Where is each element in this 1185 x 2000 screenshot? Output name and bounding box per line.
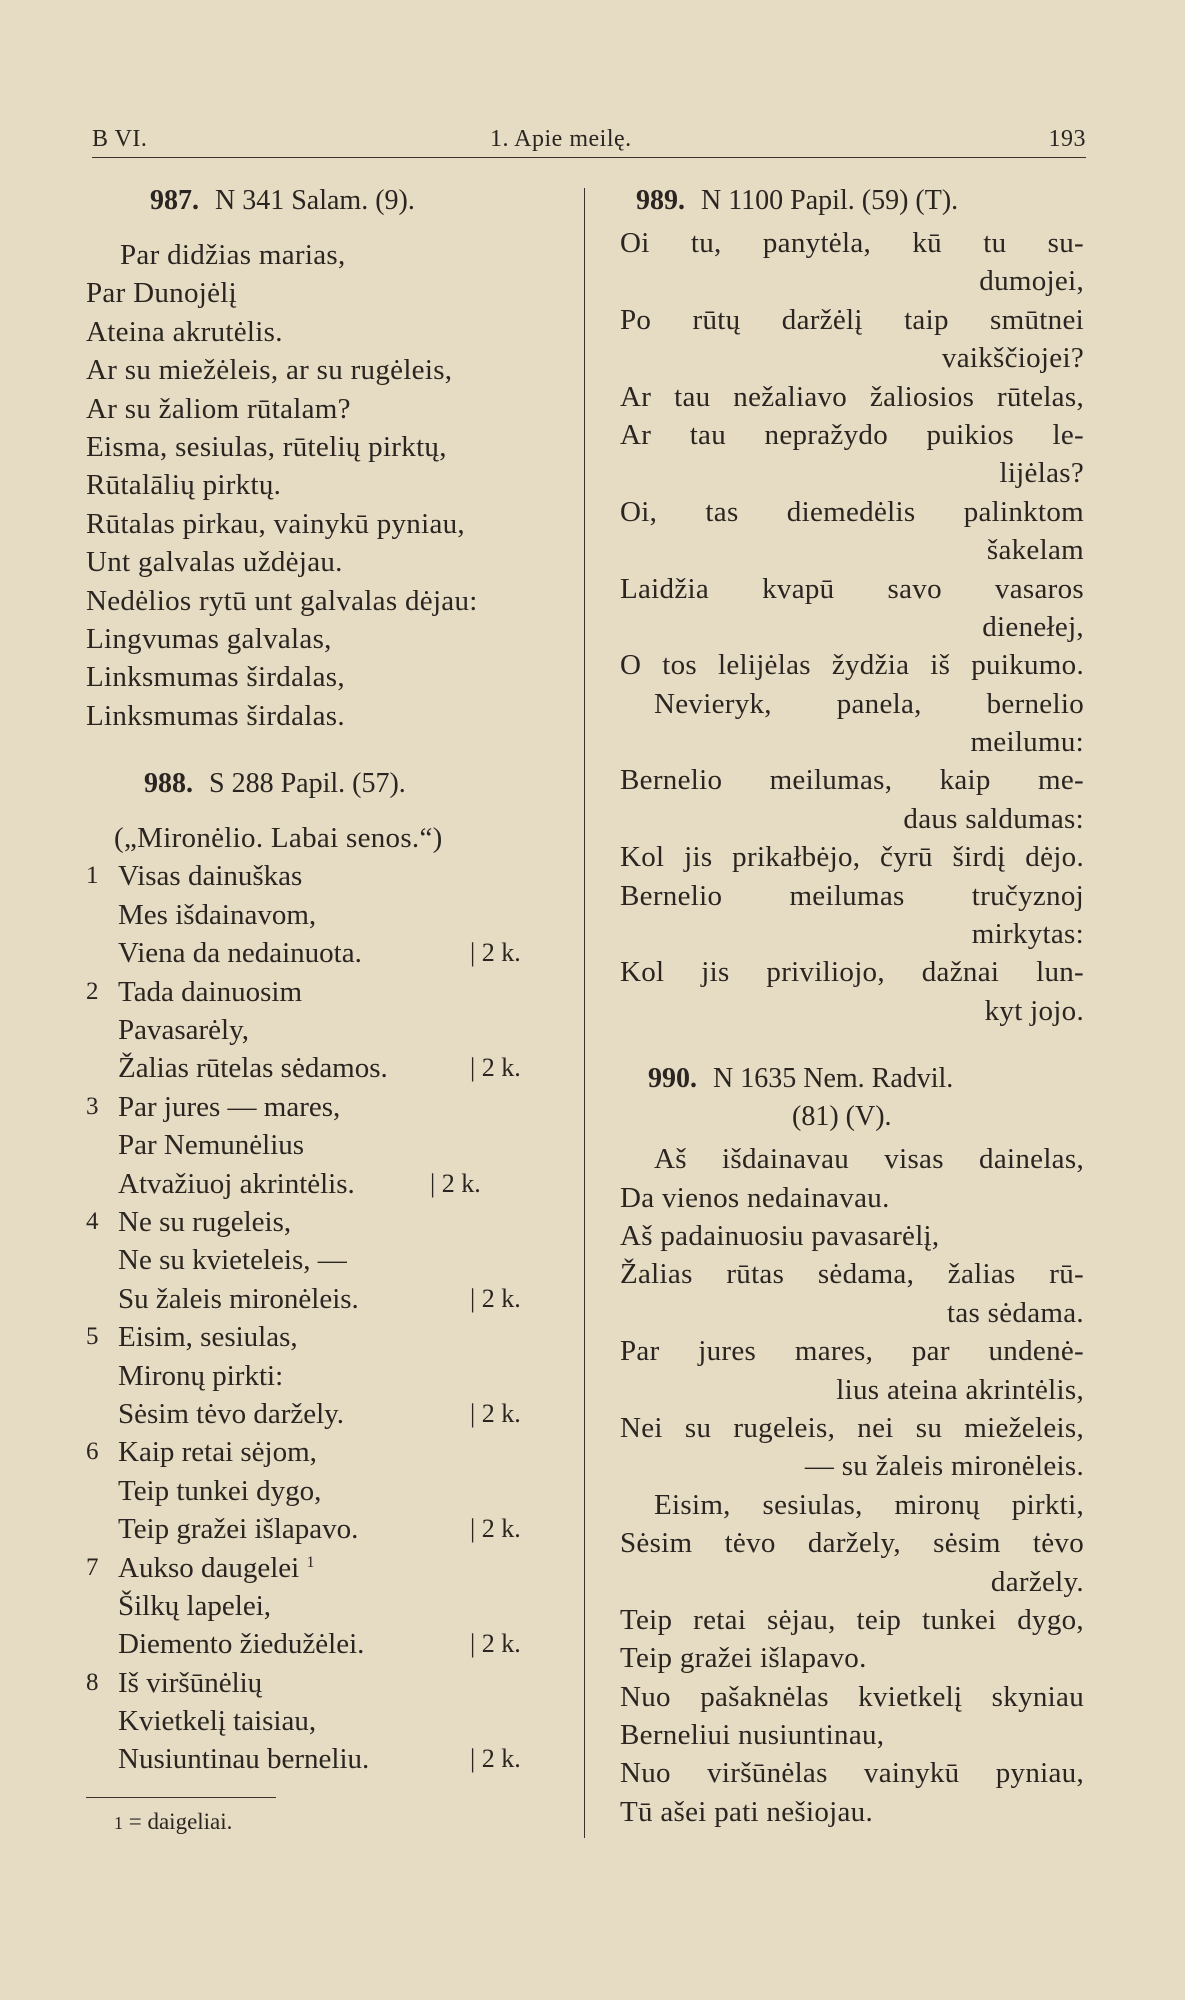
verse-line: Diemento žiedužėlei. | 2 k. bbox=[86, 1625, 548, 1663]
song-line: Aš išdainavau visas dainelas, bbox=[654, 1143, 1084, 1176]
song-line: Aš padainuosiu pavasarėlį, bbox=[620, 1219, 940, 1252]
song-line: Berneliui nusiuntinau, bbox=[620, 1719, 885, 1752]
verse-line: Pavasarėly, bbox=[118, 1014, 249, 1047]
song-line: Nevieryk, panela, bernelio bbox=[654, 687, 1084, 720]
song-line: tas sėdama. bbox=[947, 1296, 1084, 1329]
footnote-text: = daigeliai. bbox=[128, 1808, 233, 1834]
verse-number: 1 bbox=[86, 862, 99, 890]
song-heading-990 bbox=[620, 1060, 1084, 1098]
song-source: N 1100 Papil. (59) (T). bbox=[701, 185, 959, 216]
song-number: 990. bbox=[648, 1063, 697, 1095]
verse-line: 4 Ne su rugeleis, bbox=[86, 1203, 548, 1241]
song-line: Ar tau nepražydo puikios le- bbox=[620, 418, 1084, 451]
song-line: Bernelio meilumas, kaip me- bbox=[620, 764, 1084, 797]
verse-line: Šilkų lapelei, bbox=[118, 1589, 272, 1622]
song-line: Nei su rugeleis, nei su mieželeis, bbox=[620, 1411, 1084, 1444]
footnote-rule bbox=[86, 1797, 276, 1798]
song-heading-987 bbox=[86, 182, 548, 220]
verse-line: 2 Tada dainuosim bbox=[86, 973, 548, 1011]
song-heading-988 bbox=[86, 765, 548, 803]
song-line: Kol jis priviliojo, dažnai lun- bbox=[620, 956, 1084, 989]
verse-number: 2 bbox=[86, 977, 99, 1005]
verse-line: Ne su kvieteleis, — bbox=[118, 1244, 347, 1277]
verse-line: Teip tunkei dygo, bbox=[118, 1474, 322, 1507]
verse-number: 5 bbox=[86, 1323, 99, 1351]
song-line: Par Dunojėlį bbox=[86, 277, 237, 310]
column-divider bbox=[584, 188, 585, 1838]
song-line: lius ateina akrintėlis, bbox=[836, 1373, 1084, 1406]
song-line: Da vienos nedainavau. bbox=[620, 1181, 890, 1214]
song-line: Rūtalālių pirktų. bbox=[86, 469, 282, 502]
song-line: Ar tau nežaliavo žaliosios rūtelas, bbox=[620, 380, 1084, 413]
repeat-mark: | 2 k. bbox=[470, 1398, 521, 1428]
song-line: O tos lelijėlas žydžia iš puikumo. bbox=[620, 649, 1084, 682]
repeat-mark: | 2 k. bbox=[470, 1629, 521, 1659]
song-line: Ar su žaliom rūtalam? bbox=[86, 392, 351, 425]
song-number: 988. bbox=[144, 768, 193, 800]
verse-line: 5 Eisim, sesiulas, bbox=[86, 1318, 548, 1356]
repeat-mark: | 2 k. bbox=[470, 938, 521, 968]
song-line: daus saldumas: bbox=[903, 802, 1084, 835]
verse-number: 6 bbox=[86, 1438, 99, 1466]
song-line: Rūtalas pirkau, vainykū pyniau, bbox=[86, 507, 465, 540]
song-text-989 bbox=[620, 224, 1084, 1030]
verse-line: Su žaleis mironėleis. | 2 k. bbox=[86, 1280, 548, 1318]
song-line: dienełej, bbox=[982, 610, 1084, 643]
repeat-mark: | 2 k. bbox=[470, 1514, 521, 1544]
song-line: Par jures mares, par undenė- bbox=[620, 1335, 1084, 1368]
song-line: Oi, tas diemedėlis palinktom bbox=[620, 495, 1084, 528]
song-line: lijėlas? bbox=[999, 457, 1084, 490]
song-line: Linksmumas širdalas, bbox=[86, 661, 345, 694]
song-source: S 288 Papil. (57). bbox=[209, 768, 406, 800]
song-line: vaikščiojei? bbox=[941, 342, 1084, 375]
verse-line: 7 Aukso daugelei $^1$ bbox=[86, 1549, 548, 1587]
repeat-mark: | 2 k. bbox=[430, 1168, 481, 1198]
footnote-marker: 1 bbox=[306, 1553, 315, 1571]
verse-line: 6 Kaip retai sėjom, bbox=[86, 1433, 548, 1471]
section-label: B VI. bbox=[92, 126, 148, 152]
song-line: Nuo viršūnėlas vainykū pyniau, bbox=[620, 1757, 1084, 1790]
verse-line: Nusiuntinau berneliu. | 2 k. bbox=[86, 1740, 548, 1778]
verse-line: Mironų pirkti: bbox=[118, 1359, 284, 1392]
song-line: Po rūtų daržėlį taip smūtnei bbox=[620, 303, 1084, 336]
verse-line: 1 Visas dainuškas bbox=[86, 857, 548, 895]
song-source: N 1635 Nem. Radvil. bbox=[713, 1063, 954, 1095]
song-line: Laidžia kvapū savo vasaros bbox=[620, 572, 1084, 605]
song-text-990 bbox=[620, 1140, 1084, 1831]
verse-number: 8 bbox=[86, 1668, 99, 1696]
song-line: Bernelio meilumas tručyznoj bbox=[620, 879, 1084, 912]
song-line: Ar su miežėleis, ar su rugėleis, bbox=[86, 354, 453, 387]
song-line: mirkytas: bbox=[971, 918, 1084, 951]
song-line: Par didžias marias, bbox=[120, 239, 346, 271]
song-line: Sėsim tėvo daržely, sėsim tėvo bbox=[620, 1527, 1084, 1560]
repeat-mark: | 2 k. bbox=[470, 1053, 521, 1083]
right-column bbox=[620, 182, 1084, 1831]
footnote bbox=[86, 1806, 548, 1838]
song-line: Ateina akrutėlis. bbox=[86, 315, 283, 348]
song-number: 989. bbox=[636, 185, 685, 216]
page-number: 193 bbox=[1048, 126, 1086, 152]
song-line: — su žaleis mironėleis. bbox=[804, 1450, 1084, 1483]
chapter-title: 1. Apie meilę. bbox=[490, 126, 632, 152]
song-source: N 341 Salam. (9). bbox=[215, 185, 415, 216]
song-heading-989 bbox=[620, 182, 1084, 220]
song-text-987 bbox=[86, 236, 548, 735]
verse-line: Sėsim tėvo daržely. | 2 k. bbox=[86, 1395, 548, 1433]
song-line: Oi tu, panytėla, kū tu su- bbox=[620, 227, 1084, 259]
song-line: meilumu: bbox=[970, 726, 1084, 759]
song-line: Unt galvalas uždėjau. bbox=[86, 546, 343, 579]
verse-line: Par Nemunėlius bbox=[118, 1129, 305, 1162]
verse-line: Viena da nedainuota. | 2 k. bbox=[86, 934, 548, 972]
song-line: Linksmumas širdalas. bbox=[86, 699, 345, 732]
footnote-mark: 1 bbox=[114, 1812, 123, 1833]
song-text-988 bbox=[86, 857, 548, 1778]
verse-number: 4 bbox=[86, 1207, 99, 1235]
song-note: („Mironėlio. Labai senos.“) bbox=[114, 822, 443, 855]
song-line: dumojei, bbox=[979, 265, 1084, 298]
song-line: Eisma, sesiulas, rūtelių pirktų, bbox=[86, 430, 447, 463]
song-line: Teip retai sėjau, teip tunkei dygo, bbox=[620, 1603, 1084, 1636]
song-line: Nedėlios rytū unt galvalas dėjau: bbox=[86, 584, 478, 617]
verse-line: Teip gražei išlapavo. | 2 k. bbox=[86, 1510, 548, 1548]
verse-line: 3 Par jures — mares, bbox=[86, 1088, 548, 1126]
song-line: Žalias rūtas sėdama, žalias rū- bbox=[620, 1258, 1084, 1291]
song-line: kyt jojo. bbox=[984, 994, 1084, 1027]
verse-line: Mes išdainavom, bbox=[118, 898, 317, 931]
song-line: Teip gražei išlapavo. bbox=[620, 1642, 867, 1675]
song-line: Kol jis prikałbėjo, čyrū širdį dėjo. bbox=[620, 841, 1084, 874]
song-source-continued: (81) (V). bbox=[792, 1101, 892, 1133]
song-line: daržely. bbox=[990, 1565, 1084, 1598]
verse-line: 8 Iš viršūnėlių bbox=[86, 1664, 548, 1702]
song-line: Lingvumas galvalas, bbox=[86, 622, 332, 655]
verse-line: Atvažiuoj akrintėlis. | 2 k. bbox=[86, 1165, 548, 1203]
song-line: šakelam bbox=[986, 534, 1084, 567]
song-line: Nuo pašaknėlas kvietkelį skyniau bbox=[620, 1680, 1084, 1713]
verse-number: 7 bbox=[86, 1553, 99, 1581]
left-column bbox=[86, 182, 548, 1838]
verse-number: 3 bbox=[86, 1092, 99, 1120]
header-rule bbox=[92, 157, 1086, 158]
song-line: Eisim, sesiulas, mironų pirkti, bbox=[654, 1488, 1084, 1521]
repeat-mark: | 2 k. bbox=[470, 1744, 521, 1774]
verse-line: Kvietkelį taisiau, bbox=[118, 1705, 317, 1738]
verse-line: Žalias rūtelas sėdamos. | 2 k. bbox=[86, 1049, 548, 1087]
song-line: Tū ašei pati nešiojau. bbox=[620, 1795, 874, 1828]
song-number: 987. bbox=[150, 185, 199, 216]
repeat-mark: | 2 k. bbox=[470, 1283, 521, 1313]
